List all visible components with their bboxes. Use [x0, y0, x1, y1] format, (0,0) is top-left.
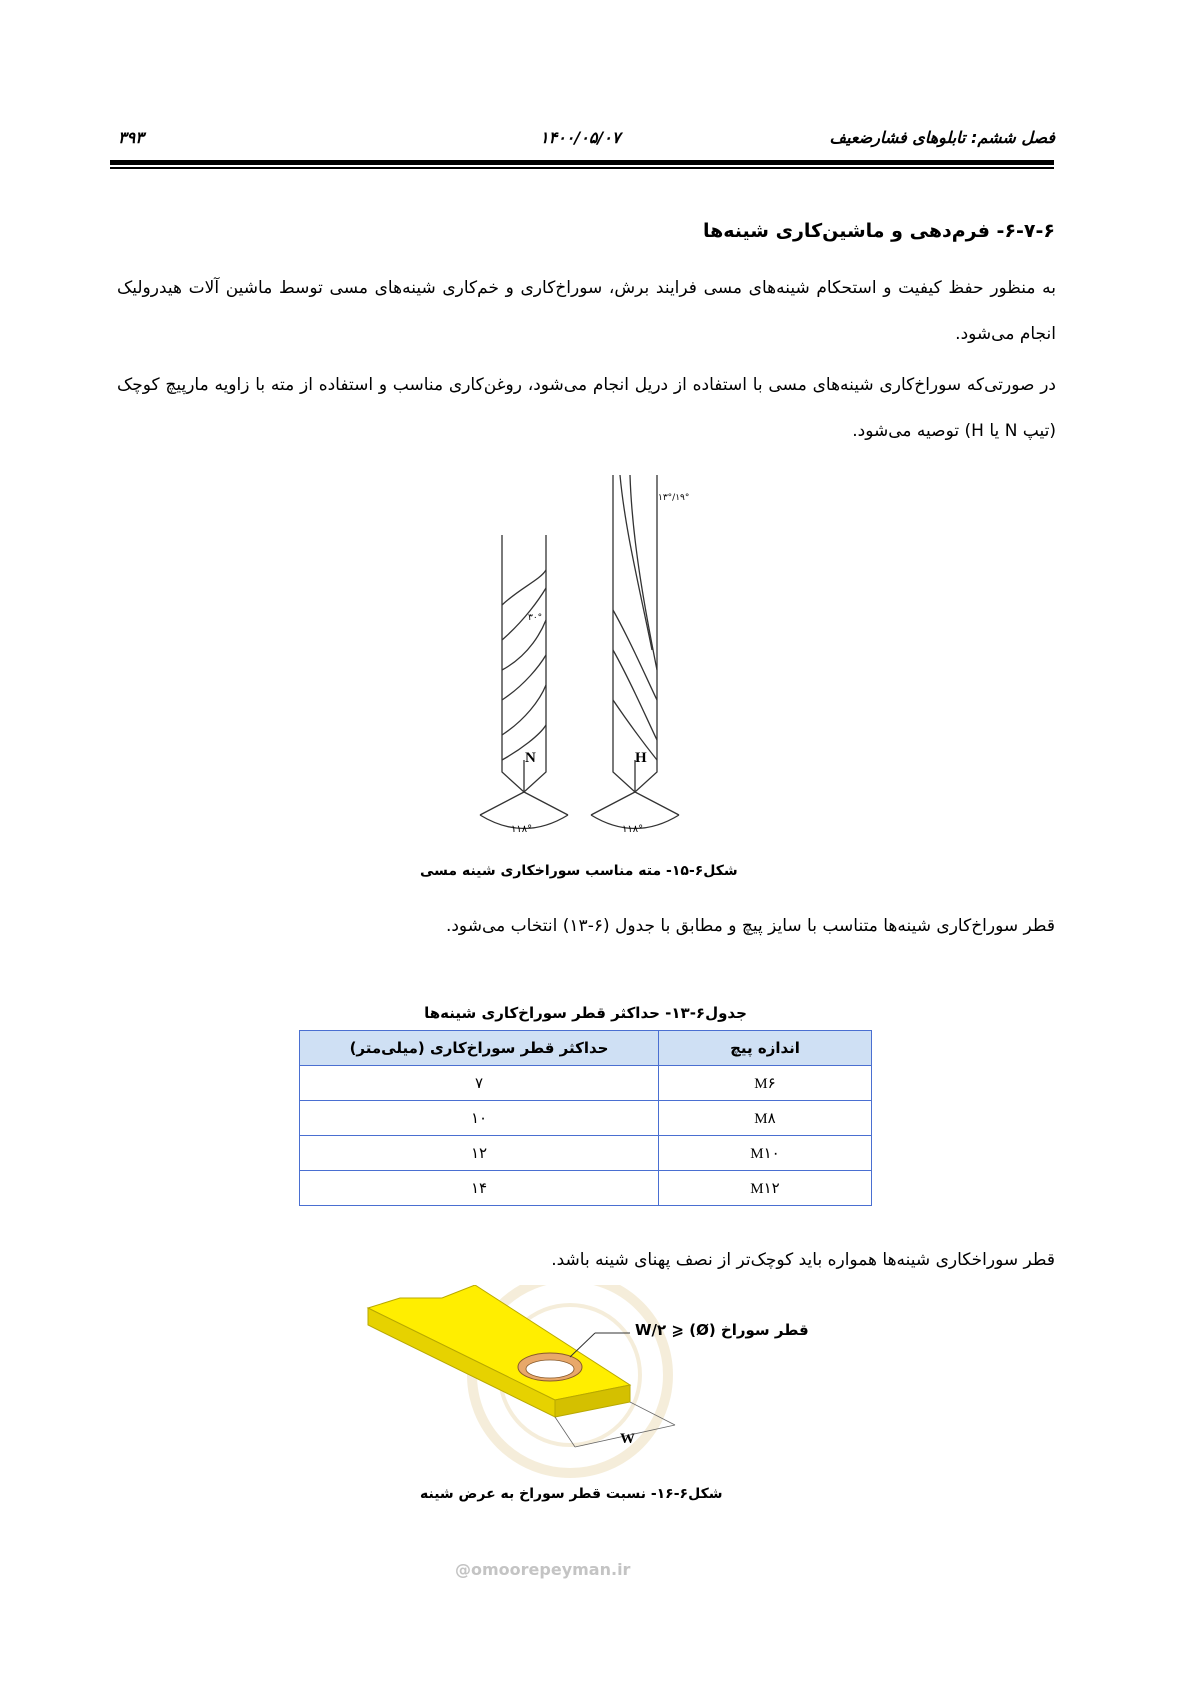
cell-diameter: ۱۲: [300, 1136, 659, 1171]
header-rule-thick: [110, 160, 1054, 165]
drill-n-helix-angle: ۳۰°: [528, 613, 543, 623]
cell-diameter: ۷: [300, 1066, 659, 1101]
table-title: جدول۶-۱۳- حداکثر قطر سوراخ‌کاری شینه‌ها: [424, 1004, 747, 1022]
col-header-diameter: حداکثر قطر سوراخ‌کاری (میلی‌متر): [300, 1031, 659, 1066]
drill-bits-figure: [470, 470, 700, 840]
chapter-title: فصل ششم: تابلوهای فشارضعیف: [829, 128, 1055, 147]
hole-annotation: قطر سوراخ (Ø) ⩽ W/۲: [635, 1321, 809, 1339]
section-heading: ۶-۷-۶- فرم‌دهی و ماشین‌کاری شینه‌ها: [702, 220, 1055, 242]
drill-h-label: H: [635, 750, 647, 766]
cell-size: M۶: [659, 1066, 872, 1101]
drill-h-tip-angle: ۱۱۸°: [622, 824, 644, 835]
col-header-size: اندازه پیچ: [659, 1031, 872, 1066]
cell-diameter: ۱۰: [300, 1101, 659, 1136]
table-row: [300, 1101, 872, 1136]
table-row: [300, 1066, 872, 1101]
paragraph-2: در صورتی‌که سوراخ‌کاری شینه‌های مسی با استفاده از دریل انجام می‌شود، روغن‌کاری مناسب و استفاده از مته با زاویه مارپیچ کوچک (تیپ N یا H) توصیه می‌شود.: [117, 375, 1056, 441]
cell-size: M۱۰: [659, 1136, 872, 1171]
header-date: ۱۴۰۰/۰۵/۰۷: [540, 128, 621, 147]
drill-size-table: [299, 1030, 872, 1206]
table-header-row: [300, 1031, 872, 1066]
paragraph-1: به منظور حفظ کیفیت و استحکام شینه‌های مسی فرایند برش، سوراخ‌کاری و خم‌کاری شینه‌های مسی توسط ماشین آلات هیدرولیک انجام می‌شود.: [117, 278, 1056, 344]
page-number: ۳۹۳: [118, 128, 144, 147]
cell-size: M۱۲: [659, 1171, 872, 1206]
paragraph-4: قطر سوراخکاری شینه‌ها همواره باید کوچک‌تر از نصف پهنای شینه باشد.: [551, 1250, 1055, 1270]
table-row: [300, 1171, 872, 1206]
busbar-width-label: W: [620, 1431, 635, 1447]
watermark-text: @omoorepeyman.ir: [455, 1560, 631, 1579]
table-row: [300, 1136, 872, 1171]
paragraph-3: قطر سوراخ‌کاری شینه‌ها متناسب با سایز پیچ و مطابق با جدول (۶-۱۳) انتخاب می‌شود.: [445, 916, 1055, 936]
drill-n-icon: [480, 535, 568, 829]
cell-diameter: ۱۴: [300, 1171, 659, 1206]
busbar-figure: [365, 1285, 835, 1490]
drill-h-icon: [591, 475, 679, 829]
drill-h-helix-angle: ۱۳°/۱۹°: [658, 493, 690, 503]
header-rule-thin: [110, 167, 1054, 169]
cell-size: M۸: [659, 1101, 872, 1136]
figure2-caption: شکل۶-۱۶- نسبت قطر سوراخ به عرض شینه: [420, 1486, 723, 1502]
drill-n-tip-angle: ۱۱۸°: [511, 824, 533, 835]
drill-n-label: N: [525, 750, 536, 766]
figure1-caption: شکل۶-۱۵- مته مناسب سوراخکاری شینه مسی: [420, 863, 738, 879]
